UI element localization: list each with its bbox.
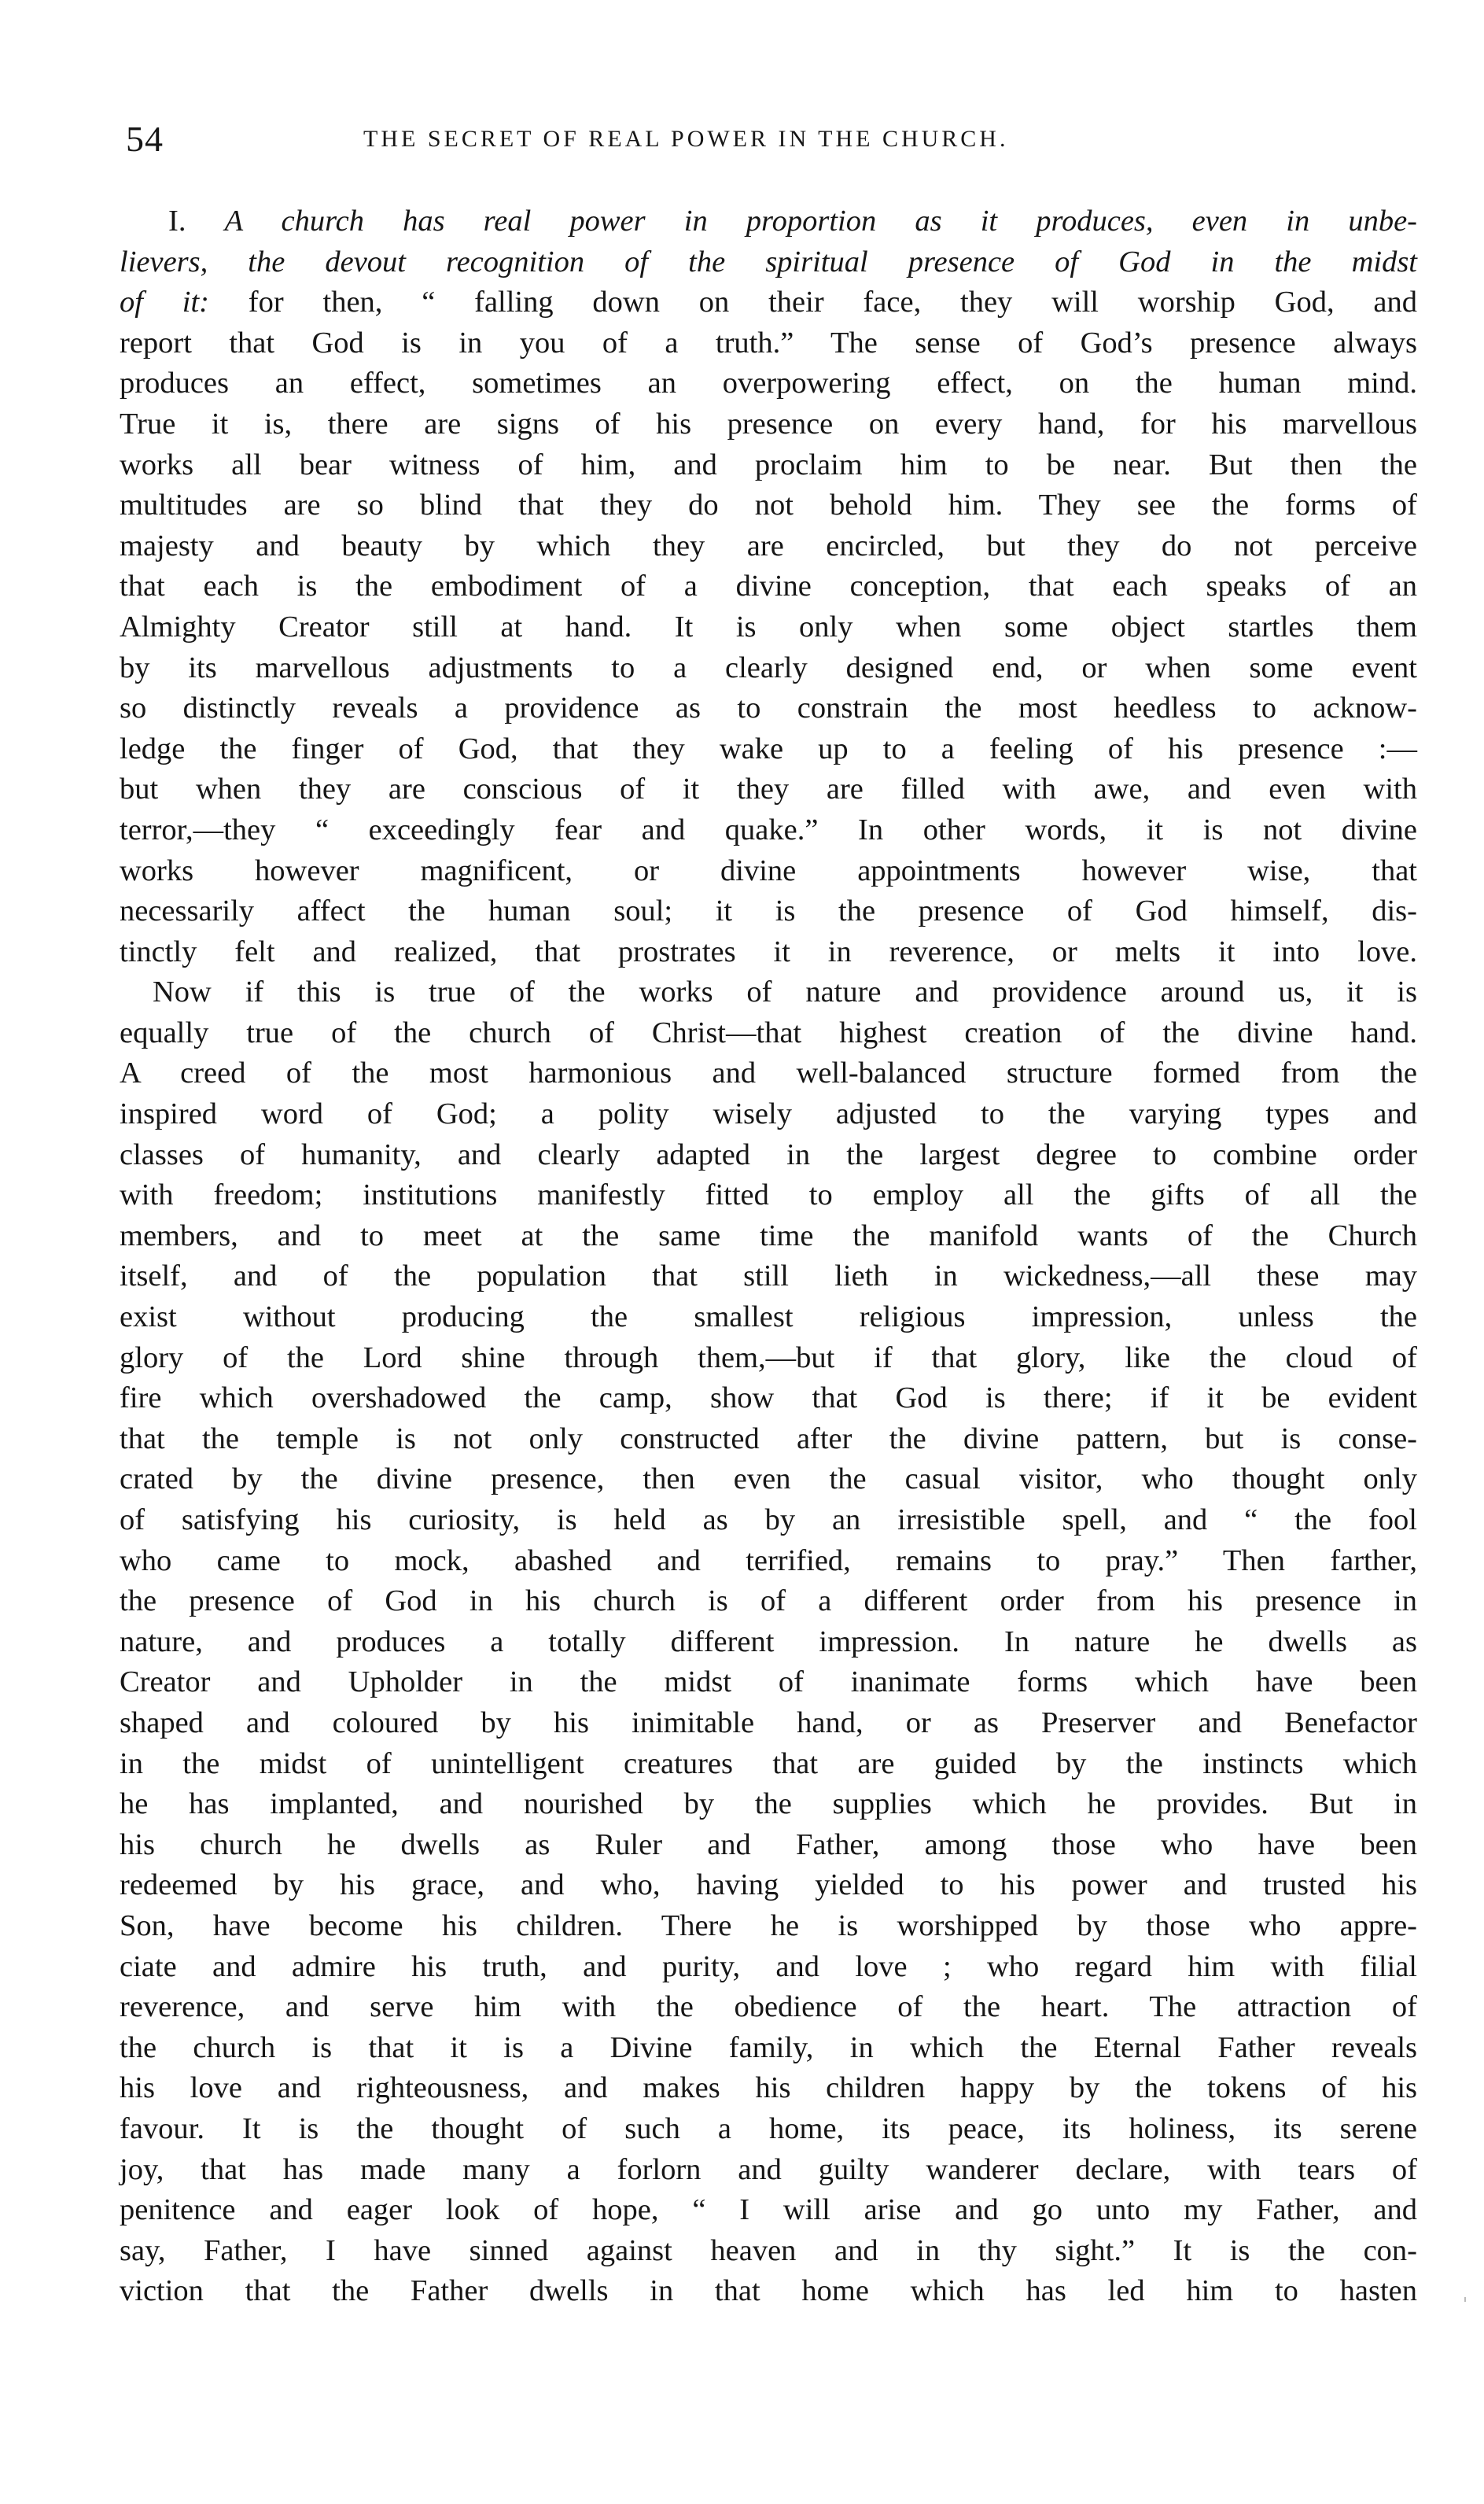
text-line — [120, 1541, 1417, 1582]
text-line — [120, 1825, 1417, 1866]
text-line — [120, 1378, 1417, 1419]
text-line — [120, 648, 1417, 689]
roman-text: his love and righteousness, and makes his children happy by the tokens of his — [120, 2071, 1417, 2105]
roman-text: True it is, there are signs of his presence on every hand, for his marvellous — [120, 407, 1417, 441]
roman-text: works however magnificent, or divine appointments however wise, that — [120, 854, 1417, 887]
roman-text: that the temple is not only constructed after the divine pattern, but is conse- — [120, 1422, 1417, 1455]
roman-text: multitudes are so blind that they do not behold him. They see the forms of — [120, 489, 1417, 522]
roman-text: members, and to meet at the same time the manifold wants of the Church — [120, 1219, 1417, 1252]
text-line — [120, 1906, 1417, 1947]
text-line — [120, 1865, 1417, 1906]
text-line — [120, 607, 1417, 648]
text-line — [120, 1135, 1417, 1176]
text-line — [120, 1419, 1417, 1460]
text-line — [120, 526, 1417, 567]
roman-text: favour. It is the thought of such a home, its peace, its holiness, its serene — [120, 2111, 1417, 2145]
text-line — [120, 1987, 1417, 2028]
text-line — [120, 2028, 1417, 2069]
text-line — [120, 404, 1417, 445]
text-line — [120, 242, 1417, 283]
roman-text: produces an effect, sometimes an overpowering effect, on the human mind. — [120, 367, 1417, 400]
roman-text: penitence and eager look of hope, “ I will arise and go unto my Father, and — [120, 2193, 1417, 2227]
roman-text: Almighty Creator still at hand. It is only when some object startles them — [120, 610, 1417, 644]
roman-text: glory of the Lord shine through them,—but if that glory, like the cloud of — [120, 1341, 1417, 1374]
roman-text: so distinctly reveals a providence as to constrain the most heedless to acknow- — [120, 691, 1417, 725]
roman-text: reverence, and serve him with the obedience of the heart. The attraction of — [120, 1990, 1417, 2024]
roman-text: in the midst of unintelligent creatures that are guided by the instincts which — [120, 1746, 1417, 1780]
page-number: 54 — [126, 119, 164, 159]
roman-text: classes of humanity, and clearly adapted in the largest degree to combine order — [120, 1138, 1417, 1171]
roman-text: necessarily affect the human soul; it is the presence of God himself, dis- — [120, 894, 1417, 928]
roman-text: joy, that has made many a forlorn and guilty wanderer declare, with tears of — [120, 2152, 1417, 2186]
text-line — [120, 2109, 1417, 2150]
text-line — [120, 688, 1417, 729]
roman-text: ciate and admire his truth, and purity, and love ; who regard him with filial — [120, 1949, 1417, 1983]
text-line — [120, 2271, 1417, 2312]
roman-text: viction that the Father dwells in that home which has led him to hasten — [120, 2274, 1417, 2308]
text-line — [120, 972, 1417, 1013]
roman-text: terror,—they “ exceedingly fear and quake.” In other words, it is not divine — [120, 813, 1417, 846]
roman-text: of satisfying his curiosity, is held as by an irresistible spell, and “ the fool — [120, 1503, 1417, 1536]
text-line — [120, 445, 1417, 486]
roman-text: equally true of the church of Christ—that highest creation of the divine hand. — [120, 1016, 1417, 1049]
text-line — [120, 2190, 1417, 2231]
text-line — [120, 1500, 1417, 1541]
running-head — [120, 118, 1417, 181]
roman-text: redeemed by his grace, and who, having yielded to his power and trusted his — [120, 1868, 1417, 1902]
text-line — [120, 2068, 1417, 2109]
italic-text: lievers, the devout recognition of the spiritual presence of God in the midst — [120, 245, 1417, 278]
text-line — [120, 485, 1417, 526]
roman-text: Son, have become his children. There he is worshipped by those who appre- — [120, 1908, 1417, 1942]
roman-text: who came to mock, abashed and terrified, remains to pray.” Then farther, — [120, 1543, 1417, 1577]
text-line — [120, 1662, 1417, 1703]
roman-text: inspired word of God; a polity wisely adjusted to the varying types and — [120, 1097, 1417, 1131]
running-title: THE SECRET OF REAL POWER IN THE CHURCH. — [363, 126, 1009, 152]
roman-text: majesty and beauty by which they are encircled, but they do not perceive — [120, 529, 1417, 562]
roman-text: for then, “ falling down on their face, they will worship God, and — [208, 286, 1417, 319]
text-line — [120, 323, 1417, 364]
text-line — [120, 1013, 1417, 1054]
text-line — [120, 363, 1417, 404]
text-line — [120, 851, 1417, 892]
text-line — [120, 1216, 1417, 1257]
roman-text: itself, and of the population that still lieth in wickedness,—all these may — [120, 1259, 1417, 1293]
roman-text: his church he dwells as Ruler and Father, among those who have been — [120, 1827, 1417, 1861]
roman-text: crated by the divine presence, then even the casual visitor, who thought only — [120, 1462, 1417, 1496]
italic-text: of it: — [120, 286, 209, 319]
roman-text: the church is that it is a Divine family, in which the Eternal Father reveals — [120, 2030, 1417, 2064]
text-line — [120, 891, 1417, 932]
roman-text: works all bear witness of him, and proclaim him to be near. But then the — [120, 448, 1417, 481]
roman-text: fire which overshadowed the camp, show that God is there; if it be evident — [120, 1381, 1417, 1415]
print-speck — [1464, 2297, 1466, 2302]
body-text — [120, 201, 1417, 2312]
text-line — [120, 1094, 1417, 1135]
text-line — [120, 1744, 1417, 1785]
roman-text: with freedom; institutions manifestly fitted to employ all the gifts of all the — [120, 1178, 1417, 1212]
text-line — [120, 1175, 1417, 1216]
roman-text: but when they are conscious of it they are filled with awe, and even with — [120, 773, 1417, 806]
book-page — [120, 118, 1417, 2312]
text-line — [120, 566, 1417, 607]
text-line — [120, 1256, 1417, 1297]
text-line — [120, 282, 1417, 323]
roman-text: nature, and produces a totally different impression. In nature he dwells as — [120, 1624, 1417, 1658]
text-line — [120, 810, 1417, 851]
text-line — [120, 2150, 1417, 2191]
text-line — [120, 769, 1417, 810]
text-line — [120, 201, 1417, 242]
roman-text: the presence of God in his church is of a different order from his presence in — [120, 1584, 1417, 1618]
text-line — [120, 1338, 1417, 1379]
roman-text: Creator and Upholder in the midst of inanimate forms which have been — [120, 1665, 1417, 1699]
roman-text: tinctly felt and realized, that prostrates it in reverence, or melts it into love. — [120, 935, 1417, 968]
text-line — [120, 1459, 1417, 1500]
roman-text: say, Father, I have sinned against heaven and in thy sight.” It is the con- — [120, 2233, 1417, 2267]
roman-text: shaped and coloured by his inimitable hand, or as Preserver and Benefactor — [120, 1706, 1417, 1739]
roman-text: he has implanted, and nourished by the supplies which he provides. But in — [120, 1787, 1417, 1821]
roman-text: exist without producing the smallest religious impression, unless the — [120, 1300, 1417, 1334]
text-line — [120, 1947, 1417, 1988]
text-line — [120, 1784, 1417, 1825]
text-line — [120, 1622, 1417, 1663]
roman-text: A creed of the most harmonious and well-balanced structure formed from the — [120, 1057, 1417, 1090]
roman-text: that each is the embodiment of a divine conception, that each speaks of an — [120, 570, 1417, 603]
text-line — [120, 1053, 1417, 1094]
text-line — [120, 932, 1417, 973]
roman-text: ledge the finger of God, that they wake up to a feeling of his presence :— — [120, 732, 1417, 765]
roman-text: Now if this is true of the works of nature and providence around us, it is — [153, 975, 1417, 1009]
text-line — [120, 2231, 1417, 2272]
roman-text: report that God is in you of a truth.” The sense of God’s presence always — [120, 326, 1417, 360]
text-line — [120, 729, 1417, 770]
text-line — [120, 1703, 1417, 1744]
section-numeral: I. — [168, 205, 225, 238]
italic-text: A church has real power in proportion as it produces, even in unbe- — [224, 205, 1417, 238]
text-line — [120, 1297, 1417, 1338]
text-line — [120, 1581, 1417, 1622]
roman-text: by its marvellous adjustments to a clearly designed end, or when some event — [120, 651, 1417, 684]
